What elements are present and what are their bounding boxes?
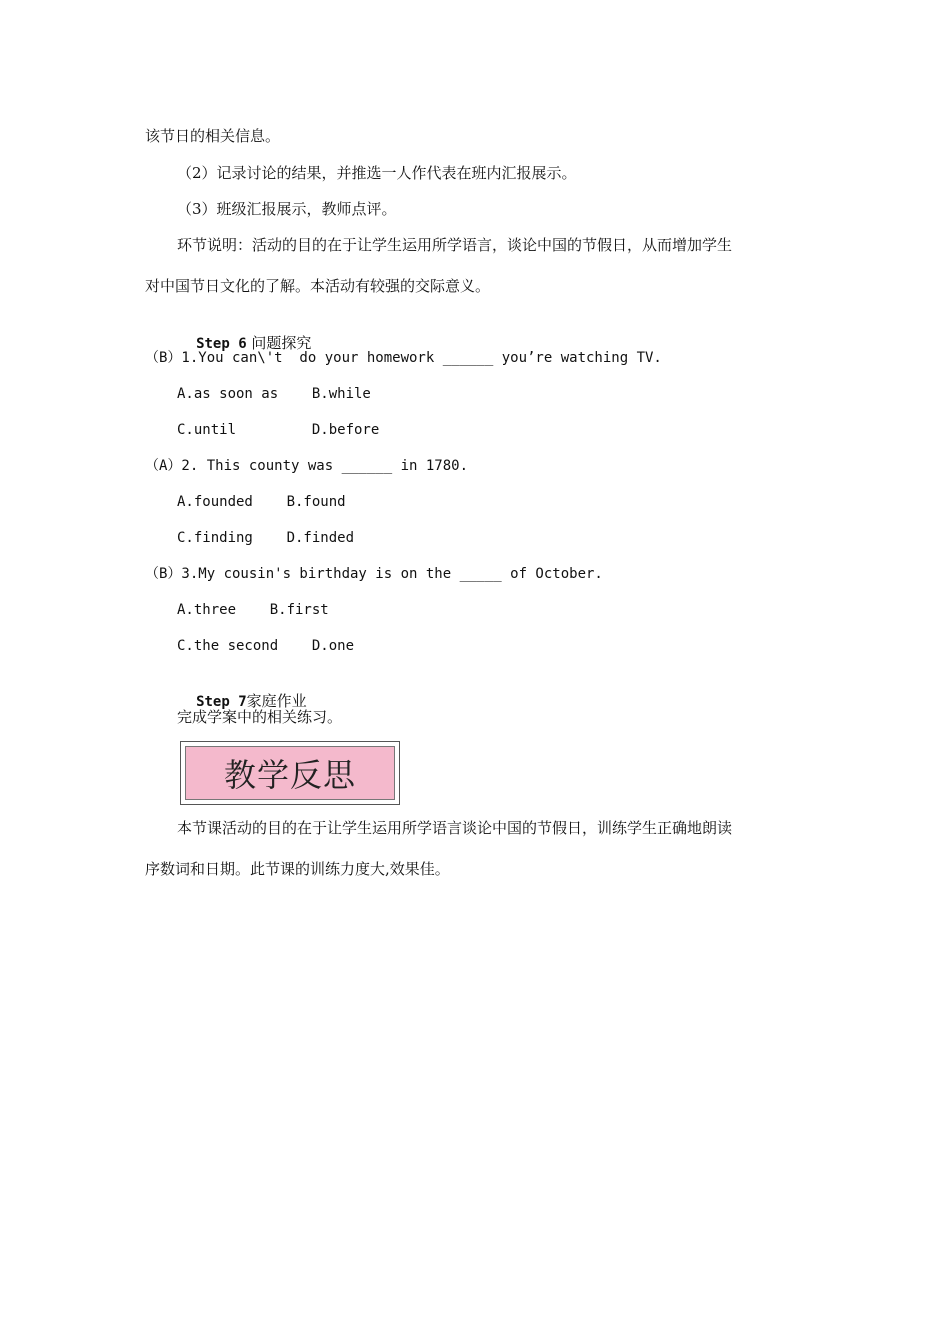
note-line-1: 环节说明：活动的目的在于让学生运用所学语言，谈论中国的节假日，从而增加学生 xyxy=(177,236,733,254)
question-1: （B）1.You can\'t do your homework ______ you’re watching TV. xyxy=(145,350,662,366)
paragraph-2: （2）记录讨论的结果，并推选一人作代表在班内汇报展示。 xyxy=(177,164,577,182)
reflection-line-2: 序数词和日期。此节课的训练力度大,效果佳。 xyxy=(145,860,450,878)
reflection-banner-title: 教学反思 xyxy=(223,756,356,794)
step6-title: 问题探究 xyxy=(246,334,312,352)
question-2-options-b: C.finding D.finded xyxy=(177,530,355,546)
paragraph-3: （3）班级汇报展示，教师点评。 xyxy=(177,200,397,218)
homework-text: 完成学案中的相关练习。 xyxy=(177,708,343,726)
question-3-options-b: C.the second D.one xyxy=(177,638,355,654)
question-1-options-a: A.as soon as B.while xyxy=(177,386,371,402)
reflection-line-1: 本节课活动的目的在于让学生运用所学语言谈论中国的节假日，训练学生正确地朗读 xyxy=(177,819,733,837)
question-2-options-a: A.founded B.found xyxy=(177,494,346,510)
question-3: （B）3.My cousin's birthday is on the _____ of October. xyxy=(145,566,603,582)
question-3-options-a: A.three B.first xyxy=(177,602,329,618)
step7-title: 家庭作业 xyxy=(246,692,307,710)
paragraph-1: 该节日的相关信息。 xyxy=(145,127,281,145)
reflection-banner-panel xyxy=(185,746,395,800)
step6-label: Step 6 xyxy=(196,336,247,352)
question-1-options-b: C.until D.before xyxy=(177,422,380,438)
reflection-banner xyxy=(180,741,400,805)
question-2: （A）2. This county was ______ in 1780. xyxy=(145,458,469,474)
note-line-2: 对中国节日文化的了解。本活动有较强的交际意义。 xyxy=(145,277,491,295)
step7-label: Step 7 xyxy=(196,694,247,710)
